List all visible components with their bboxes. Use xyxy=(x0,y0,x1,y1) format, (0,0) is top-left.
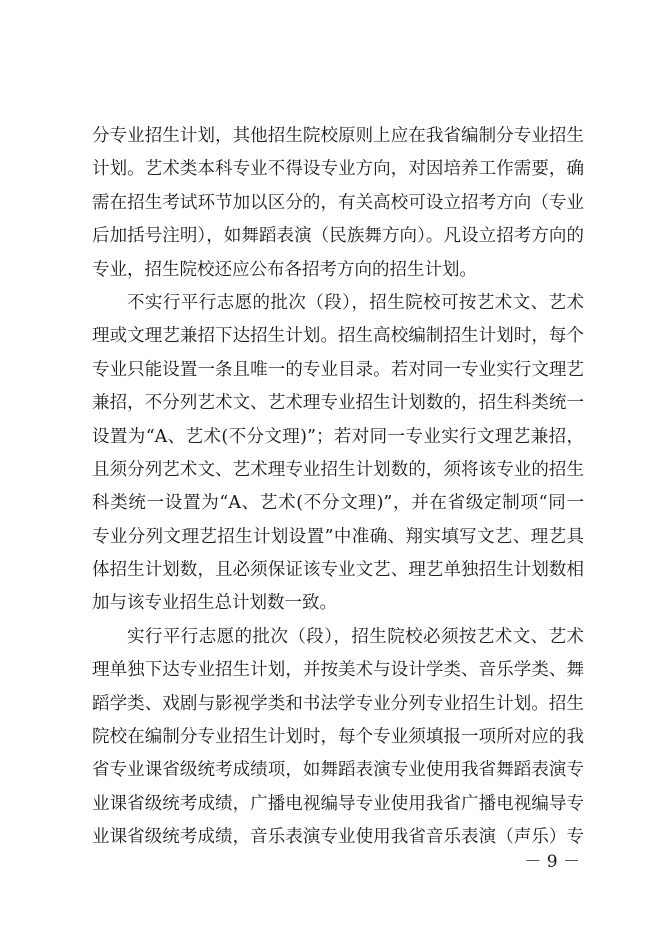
text-line: 业课省级统考成绩，音乐表演专业使用我省音乐表演（声乐）专 xyxy=(92,827,584,848)
text-line: 加与该专业招生总计划数一致。 xyxy=(92,593,337,614)
text-line: 需在招生考试环节加以区分的，有关高校可设立招考方向（专业 xyxy=(92,192,584,213)
text-line: 专业，招生院校还应公布各招考方向的招生计划。 xyxy=(92,259,477,280)
text-line: 省专业课省级统考成绩项，如舞蹈表演专业使用我省舞蹈表演专 xyxy=(92,760,584,781)
text-line: 设置为“A、艺术(不分文理)”；若对同一专业实行文理艺兼招， xyxy=(92,426,584,447)
text-line: 专业分列文理艺招生计划设置”中准确、翔实填写文艺、理艺具 xyxy=(92,526,584,547)
text-line: 科类统一设置为“A、艺术(不分文理)”，并在省级定制项“同一 xyxy=(92,493,584,514)
text-line: 且须分列艺术文、艺术理专业招生计划数的，须将该专业的招生 xyxy=(92,459,584,480)
text-line: 不实行平行志愿的批次（段），招生院校可按艺术文、艺术 xyxy=(127,292,584,313)
text-line: 院校在编制分专业招生计划时，每个专业须填报一项所对应的我 xyxy=(92,727,584,748)
text-line: 理单独下达专业招生计划，并按美术与设计学类、音乐学类、舞 xyxy=(92,660,584,681)
text-line: 业课省级统考成绩，广播电视编导专业使用我省广播电视编导专 xyxy=(92,793,584,814)
text-line: 专业只能设置一条且唯一的专业目录。若对同一专业实行文理艺 xyxy=(92,359,584,380)
text-line: 后加括号注明），如舞蹈表演（民族舞方向）。凡设立招考方向的 xyxy=(92,226,584,247)
text-line: 蹈学类、戏剧与影视学类和书法学专业分列专业招生计划。招生 xyxy=(92,693,584,714)
text-line: 兼招，不分列艺术文、艺术理专业招生计划数的，招生科类统一 xyxy=(92,393,584,414)
page-number: － 9 － xyxy=(524,852,580,872)
text-line: 实行平行志愿的批次（段），招生院校必须按艺术文、艺术 xyxy=(127,626,584,647)
text-line: 分专业招生计划，其他招生院校原则上应在我省编制分专业招生 xyxy=(92,126,584,146)
text-line: 计划。艺术类本科专业不得设专业方向，对因培养工作需要，确 xyxy=(92,159,584,180)
text-line: 理或文理艺兼招下达招生计划。招生高校编制招生计划时，每个 xyxy=(92,326,584,347)
body-text xyxy=(92,120,584,855)
text-line: 体招生计划数，且必须保证该专业文艺、理艺单独招生计划数相 xyxy=(92,560,584,581)
